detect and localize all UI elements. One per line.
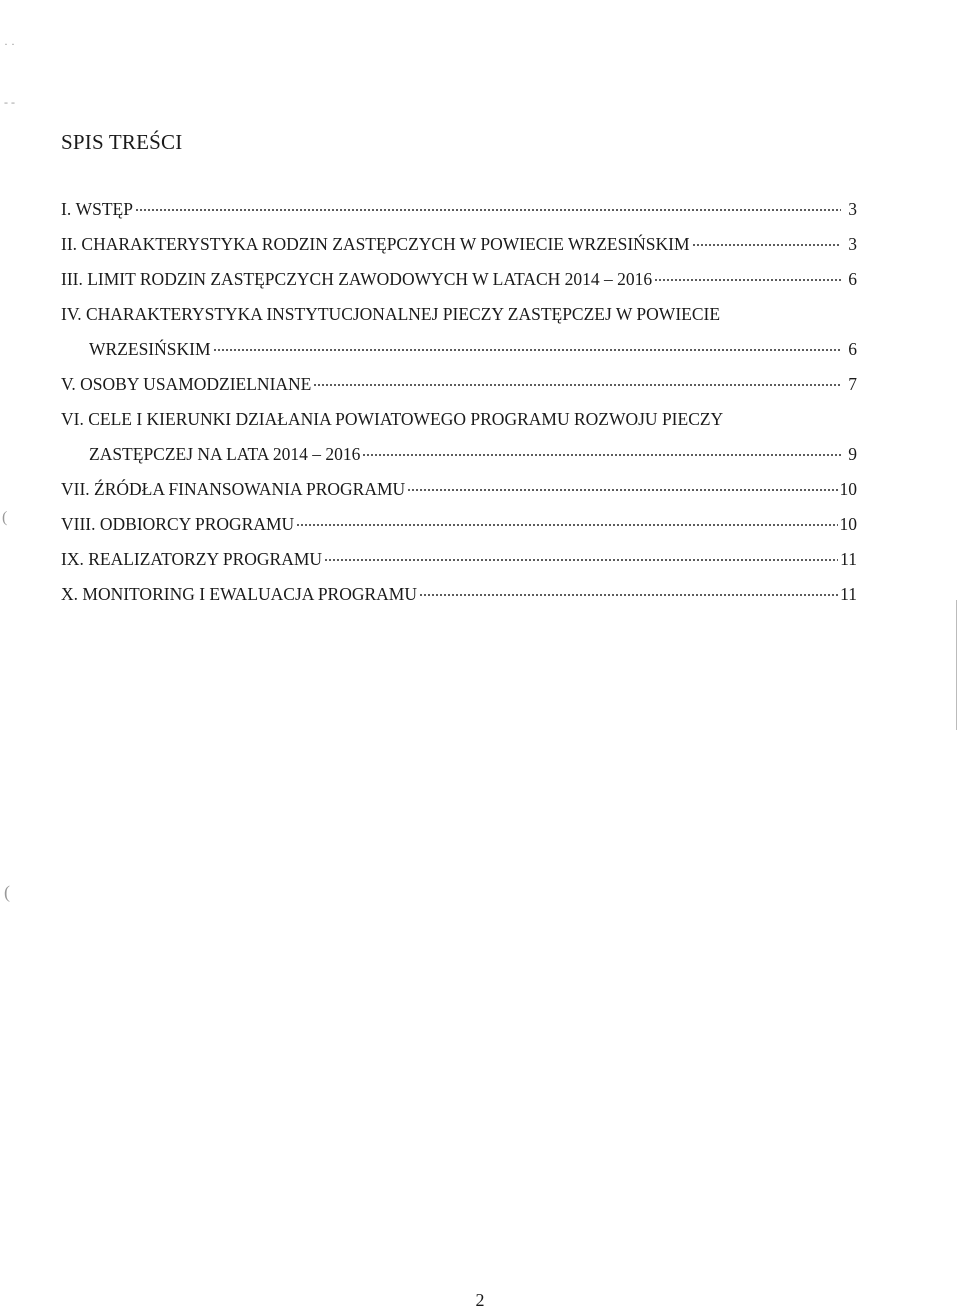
page-number: 2: [475, 1290, 485, 1310]
toc-entry-title: OSOBY USAMODZIELNIANE: [80, 374, 312, 394]
dot-leader: [362, 454, 841, 456]
toc-entry-continuation[interactable]: [61, 332, 857, 367]
toc-entry[interactable]: [61, 577, 857, 612]
scan-mark: (: [2, 509, 8, 526]
page-title: SPIS TREŚCI: [61, 130, 183, 155]
toc-entry-title: WSTĘP: [75, 199, 133, 219]
toc-entry-number: IX.: [61, 549, 84, 569]
dot-leader: [213, 349, 841, 351]
toc-entry-page: 3: [848, 234, 857, 254]
scan-mark: - -: [4, 95, 15, 109]
toc-entry[interactable]: [61, 402, 857, 437]
toc-entry[interactable]: [61, 507, 857, 542]
toc-entry[interactable]: [61, 297, 857, 332]
toc-entry-page: 11: [840, 549, 857, 569]
scan-edge-line: [956, 600, 957, 730]
toc-entry-number: VIII.: [61, 514, 96, 534]
toc-entry-title: REALIZATORZY PROGRAMU: [88, 549, 323, 569]
toc-entry-page: 3: [848, 199, 857, 219]
dot-leader: [135, 209, 841, 211]
toc-entry-number: III.: [61, 269, 83, 289]
toc-entry-title: CHARAKTERYSTYKA RODZIN ZASTĘPCZYCH W POWIECIE WRZESIŃSKIM: [81, 234, 690, 254]
toc-entry-page: 6: [848, 339, 857, 359]
toc-entry[interactable]: [61, 367, 857, 402]
toc-entry-title: LIMIT RODZIN ZASTĘPCZYCH ZAWODOWYCH W LATACH 2014 – 2016: [87, 269, 653, 289]
toc-entry-page: 6: [848, 269, 857, 289]
dot-leader: [692, 244, 841, 246]
toc-entry-title: CHARAKTERYSTYKA INSTYTUCJONALNEJ PIECZY ZASTĘPCZEJ W POWIECIE: [85, 304, 721, 324]
toc-entry-title: CELE I KIERUNKI DZIAŁANIA POWIATOWEGO PROGRAMU ROZWOJU PIECZY: [88, 409, 724, 429]
toc-entry-title-continued: ZASTĘPCZEJ NA LATA 2014 – 2016: [89, 444, 361, 464]
toc-entry[interactable]: [61, 542, 857, 577]
toc-entry-title: ŹRÓDŁA FINANSOWANIA PROGRAMU: [94, 479, 406, 499]
toc-entry[interactable]: [61, 472, 857, 507]
toc-entry-page: 9: [848, 444, 857, 464]
dot-leader: [324, 559, 838, 561]
toc-entry-title: ODBIORCY PROGRAMU: [99, 514, 295, 534]
dot-leader: [313, 384, 841, 386]
toc-entry-page: 10: [839, 479, 857, 499]
toc-entry-page: 10: [839, 514, 857, 534]
toc-entry[interactable]: [61, 192, 857, 227]
dot-leader: [654, 279, 841, 281]
dot-leader: [419, 594, 838, 596]
toc-entry-number: I.: [61, 199, 72, 219]
toc-entry[interactable]: [61, 227, 857, 262]
scan-mark: (: [4, 882, 10, 902]
toc-entry-title: MONITORING I EWALUACJA PROGRAMU: [82, 584, 418, 604]
toc-entry-number: VII.: [61, 479, 90, 499]
toc-entry-number: VI.: [61, 409, 84, 429]
toc-entry-number: IV.: [61, 304, 82, 324]
table-of-contents: [61, 192, 857, 612]
scan-mark: · ·: [4, 37, 15, 51]
toc-entry-continuation[interactable]: [61, 437, 857, 472]
dot-leader: [407, 489, 837, 491]
toc-entry-page: 7: [848, 374, 857, 394]
toc-entry[interactable]: [61, 262, 857, 297]
toc-entry-page: 11: [840, 584, 857, 604]
toc-entry-title-continued: WRZESIŃSKIM: [89, 339, 211, 359]
toc-entry-number: V.: [61, 374, 76, 394]
toc-entry-number: X.: [61, 584, 79, 604]
dot-leader: [296, 524, 837, 526]
toc-entry-number: II.: [61, 234, 78, 254]
